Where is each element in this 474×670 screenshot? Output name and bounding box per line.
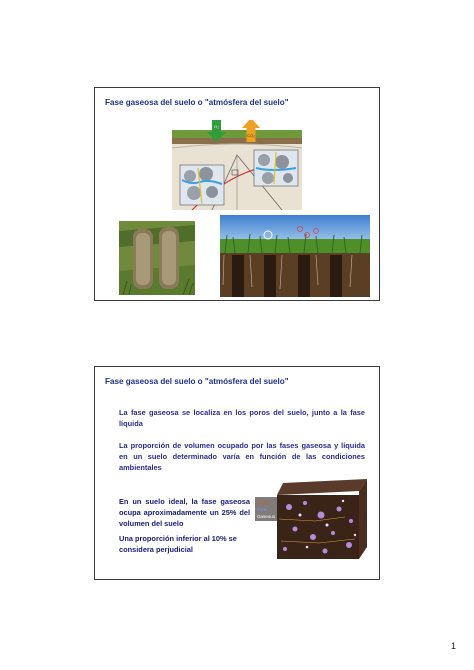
svg-text:O₂: O₂ <box>214 124 219 129</box>
paragraph-volume-proportion: La proporción de volumen ocupado por las fases gaseosa y líquida en un suelo determinado varía en función de las condiciones ambientales <box>119 441 365 472</box>
soil-3d-block-figure <box>255 475 375 561</box>
label-solid: Solid <box>257 500 268 505</box>
slide-1 <box>94 87 380 301</box>
page-number: 1 <box>451 641 457 651</box>
soil-pore-diagram <box>172 120 302 210</box>
svg-text:CO₂: CO₂ <box>247 133 255 138</box>
paragraph-pore-location: La fase gaseosa se localiza en los poros del suelo, junto a la fase líquida <box>119 408 365 428</box>
label-pore: Pore <box>257 507 267 512</box>
grass-soil-section-photo <box>220 215 370 297</box>
slide-1-title: Fase gaseosa del suelo o "atmósfera del suelo" <box>105 98 289 107</box>
paragraph-harmful-proportion: Una proporción inferior al 10% se considera perjudicial <box>119 534 237 554</box>
label-gaseous: Gaseous <box>257 514 276 519</box>
slide-2-title: Fase gaseosa del suelo o "atmósfera del suelo" <box>105 377 289 386</box>
paragraph-ideal-soil: En un suelo ideal, la fase gaseosa ocupa aproximadamente un 25% del volumen del suelo <box>119 497 250 528</box>
soil-core-photo <box>119 221 195 295</box>
slide-2 <box>94 366 380 580</box>
